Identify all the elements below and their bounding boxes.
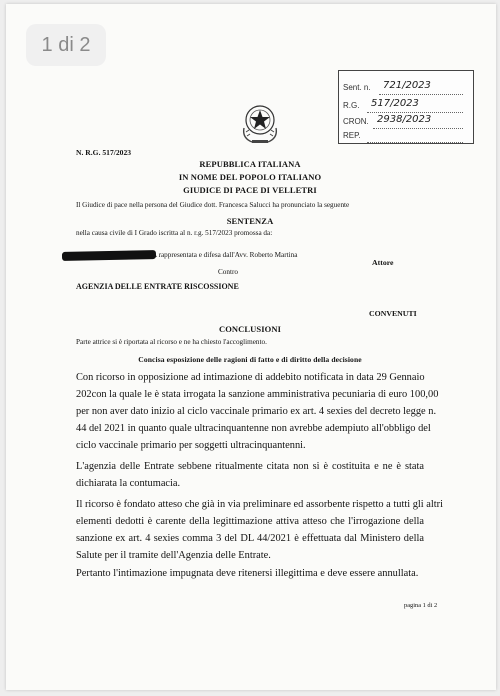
body-line: Salute per il tramite dell'Agenzia delle Entrate. — [76, 550, 271, 561]
people-heading: IN NOME DEL POPOLO ITALIANO — [178, 172, 322, 182]
body-line: 44 del 2021 in quanto quale ultracinquantenne non avrebbe adempiuto all'obbligo del — [76, 423, 431, 434]
body-line: per non aver dato inizio al ciclo vaccinale primario ex art. 4 sexies del decreto legge n. — [76, 406, 437, 417]
stamp-sent-value: 721/2023 — [383, 80, 431, 91]
republic-heading: REPUBBLICA ITALIANA — [199, 159, 301, 169]
attore-label: Attore — [372, 258, 394, 267]
body-line: ciclo vaccinale primario per soggetti ultracinquantenni. — [76, 440, 306, 451]
stamp-rep-label: REP. — [343, 131, 361, 140]
defendant-name: AGENZIA DELLE ENTRATE RISCOSSIONE — [76, 282, 239, 291]
motivazione-heading: Concisa esposizione delle ragioni di fatto e di diritto della decisione — [138, 355, 362, 364]
republic-emblem-icon — [238, 98, 282, 146]
representation-line: A rappresentata e difesa dall'Avv. Roberto Martina — [152, 251, 298, 259]
conclusioni-text: Parte attrice si è riportata al ricorso e ne ha chiesto l'accoglimento. — [76, 338, 267, 346]
conclusioni-heading: CONCLUSIONI — [218, 324, 282, 334]
convenuti-label: CONVENUTI — [369, 309, 417, 318]
judge-intro: Il Giudice di pace nella persona del Giudice dott. Francesca Salucci ha pronunciato la seguente — [76, 201, 350, 209]
sentenza-heading: SENTENZA — [226, 216, 274, 226]
body-line: 202con la quale le è stata irrogata la sanzione amministrativa pecuniaria di euro 100,00 — [76, 389, 439, 400]
body-line: L'agenzia delle Entrate sebbene ritualmente citata non si è costituita e ne è stata — [76, 461, 424, 472]
stamp-cron-value: 2938/2023 — [377, 114, 432, 125]
body-line: Pertanto l'intimazione impugnata deve ritenersi illegittima e deve essere annullata. — [76, 568, 419, 579]
body-line: Con ricorso in opposizione ad intimazione di addebito notificata in data 29 Gennaio — [76, 372, 425, 383]
court-heading: GIUDICE DI PACE DI VELLETRI — [183, 185, 317, 195]
case-number: N. R.G. 517/2023 — [76, 148, 132, 157]
page-indicator: 1 di 2 — [26, 24, 106, 66]
stamp-rg-value: 517/2023 — [371, 98, 419, 109]
page-footer-number: pagina 1 di 2 — [404, 602, 438, 609]
registry-stamp — [338, 70, 474, 144]
contro-label: Contro — [218, 268, 238, 276]
stamp-cron-label: CRON. — [343, 117, 369, 126]
stamp-sent-label: Sent. n. — [343, 83, 371, 92]
body-line: Il ricorso è fondato atteso che già in via preliminare ed assorbente rispetto a tutti gli altri — [76, 499, 444, 510]
cause-line: nella causa civile di I Grado iscritta al n. r.g. 517/2023 promossa da: — [76, 229, 273, 237]
body-line: elementi dedotti è carente della legittimazione attiva atteso che l'irrogazione della — [76, 516, 424, 527]
stamp-rg-label: R.G. — [343, 101, 360, 110]
body-line: sanzione ex art. 4 sexies comma 3 del DL 44/2021 è effettuata dal Ministero della — [76, 533, 424, 544]
body-line: dichiarata la contumacia. — [76, 478, 181, 489]
